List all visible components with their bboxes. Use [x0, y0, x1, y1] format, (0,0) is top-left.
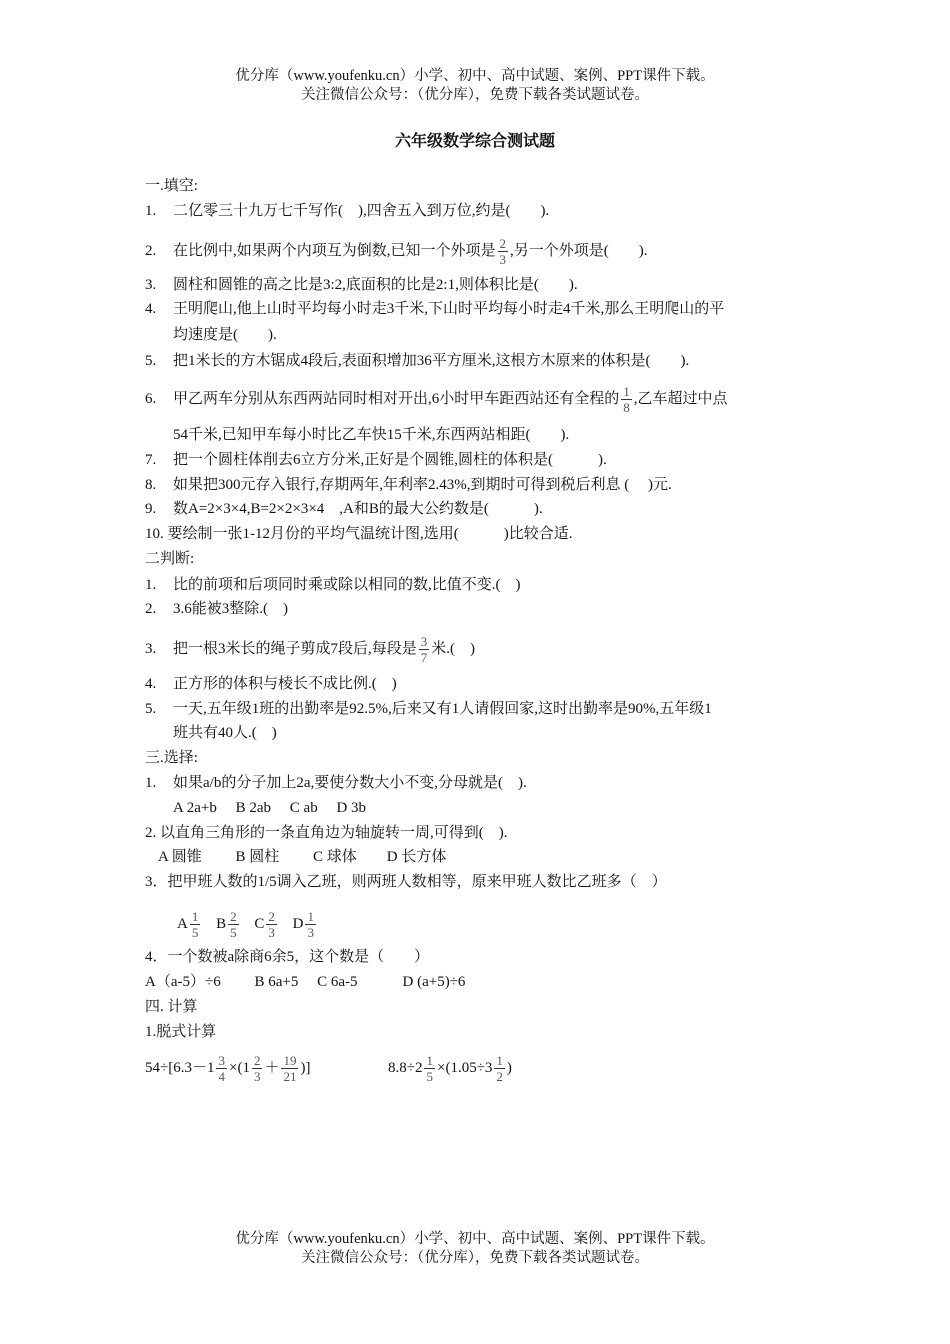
- fraction: [228, 909, 239, 940]
- page-title: 六年级数学综合测试题: [394, 133, 555, 150]
- fraction-numerator: 1: [307, 909, 314, 925]
- fraction-numerator: 2: [499, 236, 507, 251]
- expression-text: )]: [300, 1060, 311, 1076]
- question-1-4: [145, 298, 724, 320]
- question-3-4: 4．一个数被a除商6余5，这个数是（ ）: [145, 949, 430, 965]
- fraction-denominator: 5: [191, 925, 199, 941]
- fraction-denominator: 3: [268, 925, 275, 941]
- section-heading-calculation: 四. 计算: [145, 999, 198, 1015]
- question-text: 3.6能被3整除.( ): [173, 601, 288, 617]
- question-3-1: [145, 772, 527, 794]
- question-number: 8.: [145, 477, 157, 493]
- question-1-3: [145, 274, 578, 296]
- expression-text: ×(1.05÷3: [436, 1060, 493, 1076]
- question-text: ,乙车超过中点: [633, 390, 728, 407]
- fraction-numerator: 1: [426, 1053, 433, 1069]
- question-text: 王明爬山,他上山时平均每小时走3千米,下山时平均每小时走4千米,那么王明爬山的平: [173, 301, 725, 317]
- fraction: [252, 1053, 263, 1084]
- question-number: 2.: [145, 242, 157, 259]
- fraction-denominator: 3: [307, 925, 314, 941]
- question-1-6: [145, 384, 728, 415]
- fraction: [281, 1053, 298, 1084]
- question-3-3: 3．把甲班人数的1/5调入乙班，则两班人数相等，原来甲班人数比乙班多（ ）: [145, 874, 667, 890]
- question-text: ,另一个外项是( ).: [510, 242, 648, 259]
- expression-text: 8.8÷2: [388, 1060, 423, 1076]
- fraction-numerator: 1: [496, 1053, 503, 1069]
- question-2-4: [145, 673, 397, 695]
- banner-line-2: 关注微信公众号：（优分库），免费下载各类试题试卷。: [301, 87, 649, 103]
- option-a: [177, 906, 202, 942]
- question-text: 比的前项和后项同时乘或除以相同的数,比值不变.( ): [173, 577, 521, 593]
- fraction-denominator: 5: [230, 925, 237, 941]
- option-label: B: [216, 916, 227, 932]
- fraction-numerator: 2: [268, 909, 275, 925]
- fraction: [498, 236, 509, 267]
- expression-text: 54÷[6.3－1: [145, 1060, 215, 1076]
- subsection-heading: 1.脱式计算: [145, 1024, 217, 1040]
- fraction-numerator: 2: [230, 909, 237, 925]
- question-1-8: [145, 474, 672, 496]
- banner-line-1: 优分库（www.youfenku.cn）小学、初中、高中试题、案例、PPT课件下载。: [235, 68, 715, 84]
- question-number: 3.: [145, 640, 157, 657]
- question-number: 7.: [145, 452, 157, 468]
- fraction-denominator: 5: [426, 1069, 433, 1085]
- footer-banner: [0, 1230, 950, 1268]
- question-number: 4.: [145, 676, 157, 692]
- question-1-7: [145, 449, 607, 471]
- question-text: 在比例中,如果两个内项互为倒数,已知一个外项是: [173, 242, 496, 259]
- fraction-denominator: 4: [218, 1069, 225, 1085]
- fraction: [419, 634, 430, 665]
- fraction: [216, 1053, 227, 1084]
- question-1-1: [145, 200, 549, 222]
- question-text: 正方形的体积与棱长不成比例.( ): [173, 676, 397, 692]
- question-1-6-continued: 54千米,已知甲车每小时比乙车快15千米,东西两站相距( ).: [173, 427, 570, 443]
- question-number: 5.: [145, 701, 157, 717]
- question-2-5: [145, 698, 712, 720]
- question-2-3: [145, 634, 476, 665]
- fraction-numerator: 3: [218, 1053, 225, 1069]
- question-1-4-continued: 均速度是( ).: [173, 327, 277, 343]
- question-text: 一天,五年级1班的出勤率是92.5%,后来又有1人请假回家,这时出勤率是90%,五年级1: [173, 701, 712, 717]
- question-1-10: 10. 要绘制一张1-12月份的平均气温统计图,选用( )比较合适.: [145, 526, 573, 542]
- question-text: 甲乙两车分别从东西两站同时相对开出,6小时甲车距西站还有全程的: [173, 390, 620, 407]
- fraction: [305, 909, 316, 940]
- option-b: [216, 906, 241, 942]
- fraction-denominator: 3: [253, 1069, 261, 1085]
- question-number: 4.: [145, 301, 157, 317]
- section-heading-multiple-choice: 三.选择:: [145, 750, 198, 766]
- fraction: [424, 1053, 435, 1084]
- question-number: 2.: [145, 601, 157, 617]
- header-banner: [0, 67, 950, 105]
- fraction-denominator: 8: [623, 400, 630, 415]
- question-text: 圆柱和圆锥的高之比是3:2,底面积的比是2:1,则体积比是( ).: [173, 277, 578, 293]
- question-number: 5.: [145, 353, 157, 369]
- expression-1: [145, 1050, 310, 1086]
- question-3-2: 2. 以直角三角形的一条直角边为轴旋转一周,可得到( ).: [145, 825, 508, 841]
- question-number: 6.: [145, 390, 157, 407]
- fraction: [190, 909, 201, 940]
- fraction-denominator: 2: [496, 1069, 503, 1085]
- question-2-1: [145, 574, 521, 596]
- fraction: [494, 1053, 505, 1084]
- question-text: 把一根3米长的绳子剪成7段后,每段是: [173, 640, 417, 657]
- question-text: 把一个圆柱体削去6立方分米,正好是个圆锥,圆柱的体积是( ).: [173, 452, 607, 468]
- option-label: D: [292, 916, 304, 932]
- expression-2: [388, 1050, 512, 1086]
- option-label: C: [254, 916, 265, 932]
- question-1-5: [145, 350, 689, 372]
- expression-text: ): [506, 1060, 512, 1076]
- option-d: [293, 906, 318, 942]
- option-label: A: [177, 916, 188, 932]
- banner-line-1: 优分库（www.youfenku.cn）小学、初中、高中试题、案例、PPT课件下载。: [235, 1231, 715, 1247]
- question-number: 1.: [145, 775, 157, 791]
- fraction-numerator: 19: [283, 1053, 297, 1069]
- expression-text: ×(1: [228, 1060, 250, 1076]
- section-heading-true-false: 二判断:: [145, 551, 195, 567]
- question-number: 1.: [145, 203, 157, 219]
- fraction-numerator: 3: [420, 634, 428, 649]
- fraction-numerator: 2: [253, 1053, 261, 1069]
- question-1-9: [145, 498, 543, 520]
- question-2-2: [145, 598, 288, 620]
- fraction-denominator: 3: [499, 252, 507, 267]
- banner-line-2: 关注微信公众号：（优分库），免费下载各类试题试卷。: [301, 1250, 649, 1266]
- fraction-denominator: 21: [283, 1069, 297, 1085]
- question-3-4-options: A（a-5）÷6 B 6a+5 C 6a-5 D (a+5)÷6: [145, 974, 466, 990]
- question-2-5-continued: 班共有40人.( ): [173, 725, 277, 741]
- question-text: 把1米长的方木锯成4段后,表面积增加36平方厘米,这根方木原来的体积是( ).: [173, 353, 690, 369]
- section-heading-fill-blank: 一.填空:: [145, 178, 198, 194]
- question-text: 如果a/b的分子加上2a,要使分数大小不变,分母就是( ).: [173, 775, 527, 791]
- question-number: 9.: [145, 501, 157, 517]
- question-text: 米.( ): [431, 640, 476, 657]
- expression-text: ＋: [264, 1060, 280, 1076]
- question-text: 如果把300元存入银行,存期两年,年利率2.43%,到期时可得到税后利息 ( )元.: [173, 477, 672, 493]
- fraction: [621, 384, 632, 415]
- question-3-3-options: [177, 906, 328, 942]
- fraction: [266, 909, 277, 940]
- question-text: 数A=2×3×4,B=2×2×3×4 ,A和B的最大公约数是( ).: [173, 501, 543, 517]
- fraction-numerator: 1: [623, 384, 630, 399]
- question-1-2: [145, 236, 648, 267]
- fraction-numerator: 1: [191, 909, 199, 925]
- question-text: 二亿零三十九万七千写作( ),四舍五入到万位,约是( ).: [173, 203, 550, 219]
- fraction-denominator: 7: [420, 650, 428, 665]
- question-3-2-options: A 圆锥 B 圆柱 C 球体 D 长方体: [158, 849, 447, 865]
- question-number: 1.: [145, 577, 157, 593]
- option-c: [254, 906, 279, 942]
- question-number: 3.: [145, 277, 157, 293]
- question-3-1-options: A 2a+b B 2ab C ab D 3b: [173, 800, 367, 816]
